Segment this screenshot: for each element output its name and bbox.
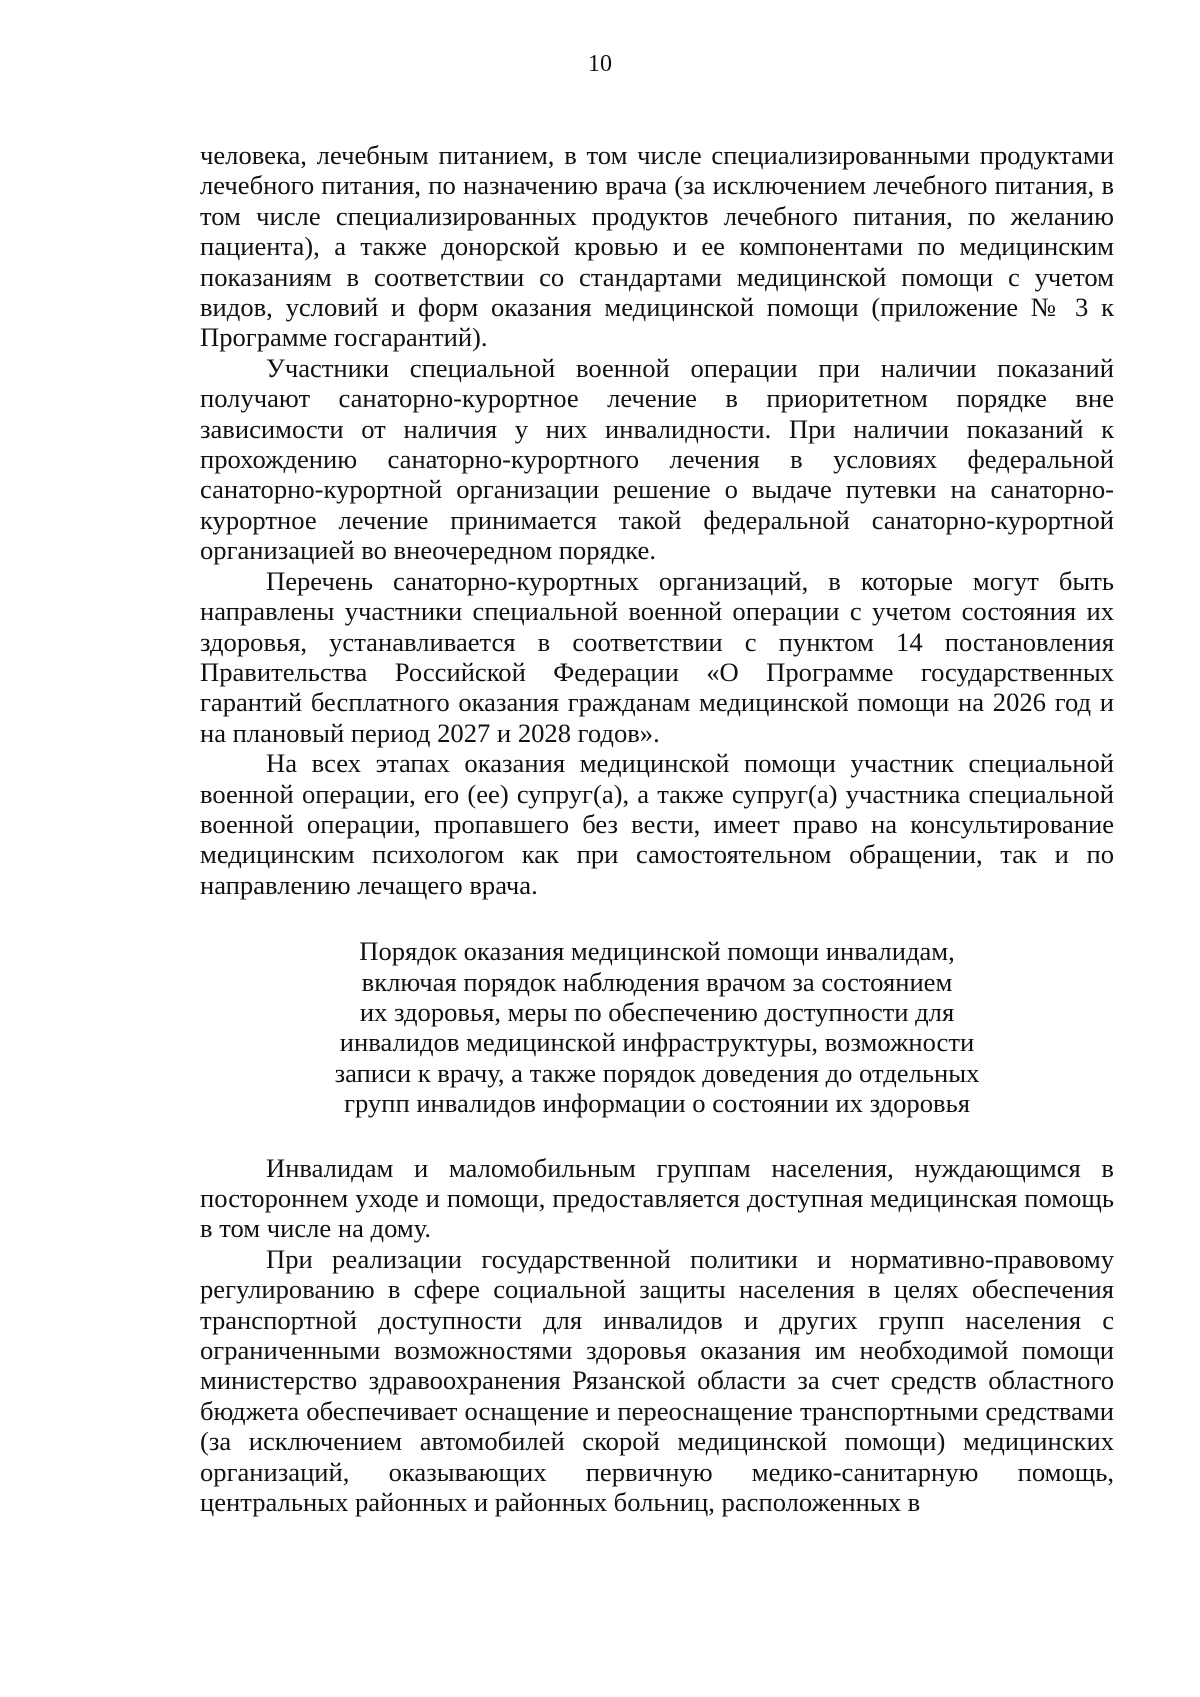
paragraph: человека, лечебным питанием, в том числе специализированными продуктами лечебного питания, по назначению врача (за исключением лечебного питания, в том числе специализированных продуктов лечебного питания, по желанию пациента), а также донорской кровью и ее компонентами по медицинским показаниям в соответствии со стандартами медицинской помощи с учетом видов, условий и форм оказания медицинской помощи (приложение № 3 к Программе госгарантий). (200, 140, 1114, 353)
paragraph: Участники специальной военной операции при наличии показаний получают санаторно-курортное лечение в приоритетном порядке вне зависимости от наличия у них инвалидности. При наличии показаний к прохождению санаторно-курортного лечения в условиях федеральной санаторно-курортной организации решение о выдаче путевки на санаторно-курортное лечение принимается такой федеральной санаторно-курортной организацией во внеочередном порядке. (200, 352, 1114, 566)
paragraph: Перечень санаторно-курортных организаций, в которые могут быть направлены участники специальной военной операции с учетом состояния их здоровья, устанавливается в соответствии с пунктом 14 постановления Правительства Российской Федерации «О Программе государственных гарантий бесплатного оказания гражданам медицинской помощи на 2026 год и на плановый период 2027 и 2028 годов». (200, 565, 1114, 748)
heading-line: Порядок оказания медицинской помощи инвалидам, (359, 936, 955, 967)
paragraph: При реализации государственной политики и нормативно-правовому регулированию в сфере социальной защиты населения в целях обеспечения транспортной доступности для инвалидов и других групп населения с ограниченными возможностями здоровья оказания им необходимой помощи министерство здравоохранения Рязанской области за счет средств областного бюджета обеспечивает оснащение и переоснащение транспортными средствами (за исключением автомобилей скорой медицинской помощи) медицинских организаций, оказывающих первичную медико-санитарную помощь, центральных районных и районных больниц, расположенных в (200, 1243, 1114, 1518)
paragraph: На всех этапах оказания медицинской помощи участник специальной военной операции, его (ее) супруг(а), а также супруг(а) участника специальной военной операции, пропавшего без вести, имеет право на консультирование медицинским психологом как при самостоятельном обращении, так и по направлению лечащего врача. (200, 748, 1114, 900)
section-heading (200, 936, 1114, 1118)
document-body (200, 140, 1114, 1517)
heading-line: инвалидов медицинской инфраструктуры, возможности (339, 1027, 975, 1058)
heading-line: их здоровья, меры по обеспечению доступности для (359, 996, 955, 1027)
heading-line: включая порядок наблюдения врачом за состоянием (361, 966, 953, 997)
page-number: 10 (588, 51, 612, 77)
heading-line: записи к врачу, а также порядок доведения до отдельных (334, 1057, 980, 1088)
paragraph: Инвалидам и маломобильным группам населения, нуждающимся в постороннем уходе и помощи, предоставляется доступная медицинская помощь в том числе на дому. (200, 1152, 1114, 1244)
heading-line: групп инвалидов информации о состоянии их здоровья (344, 1088, 970, 1119)
